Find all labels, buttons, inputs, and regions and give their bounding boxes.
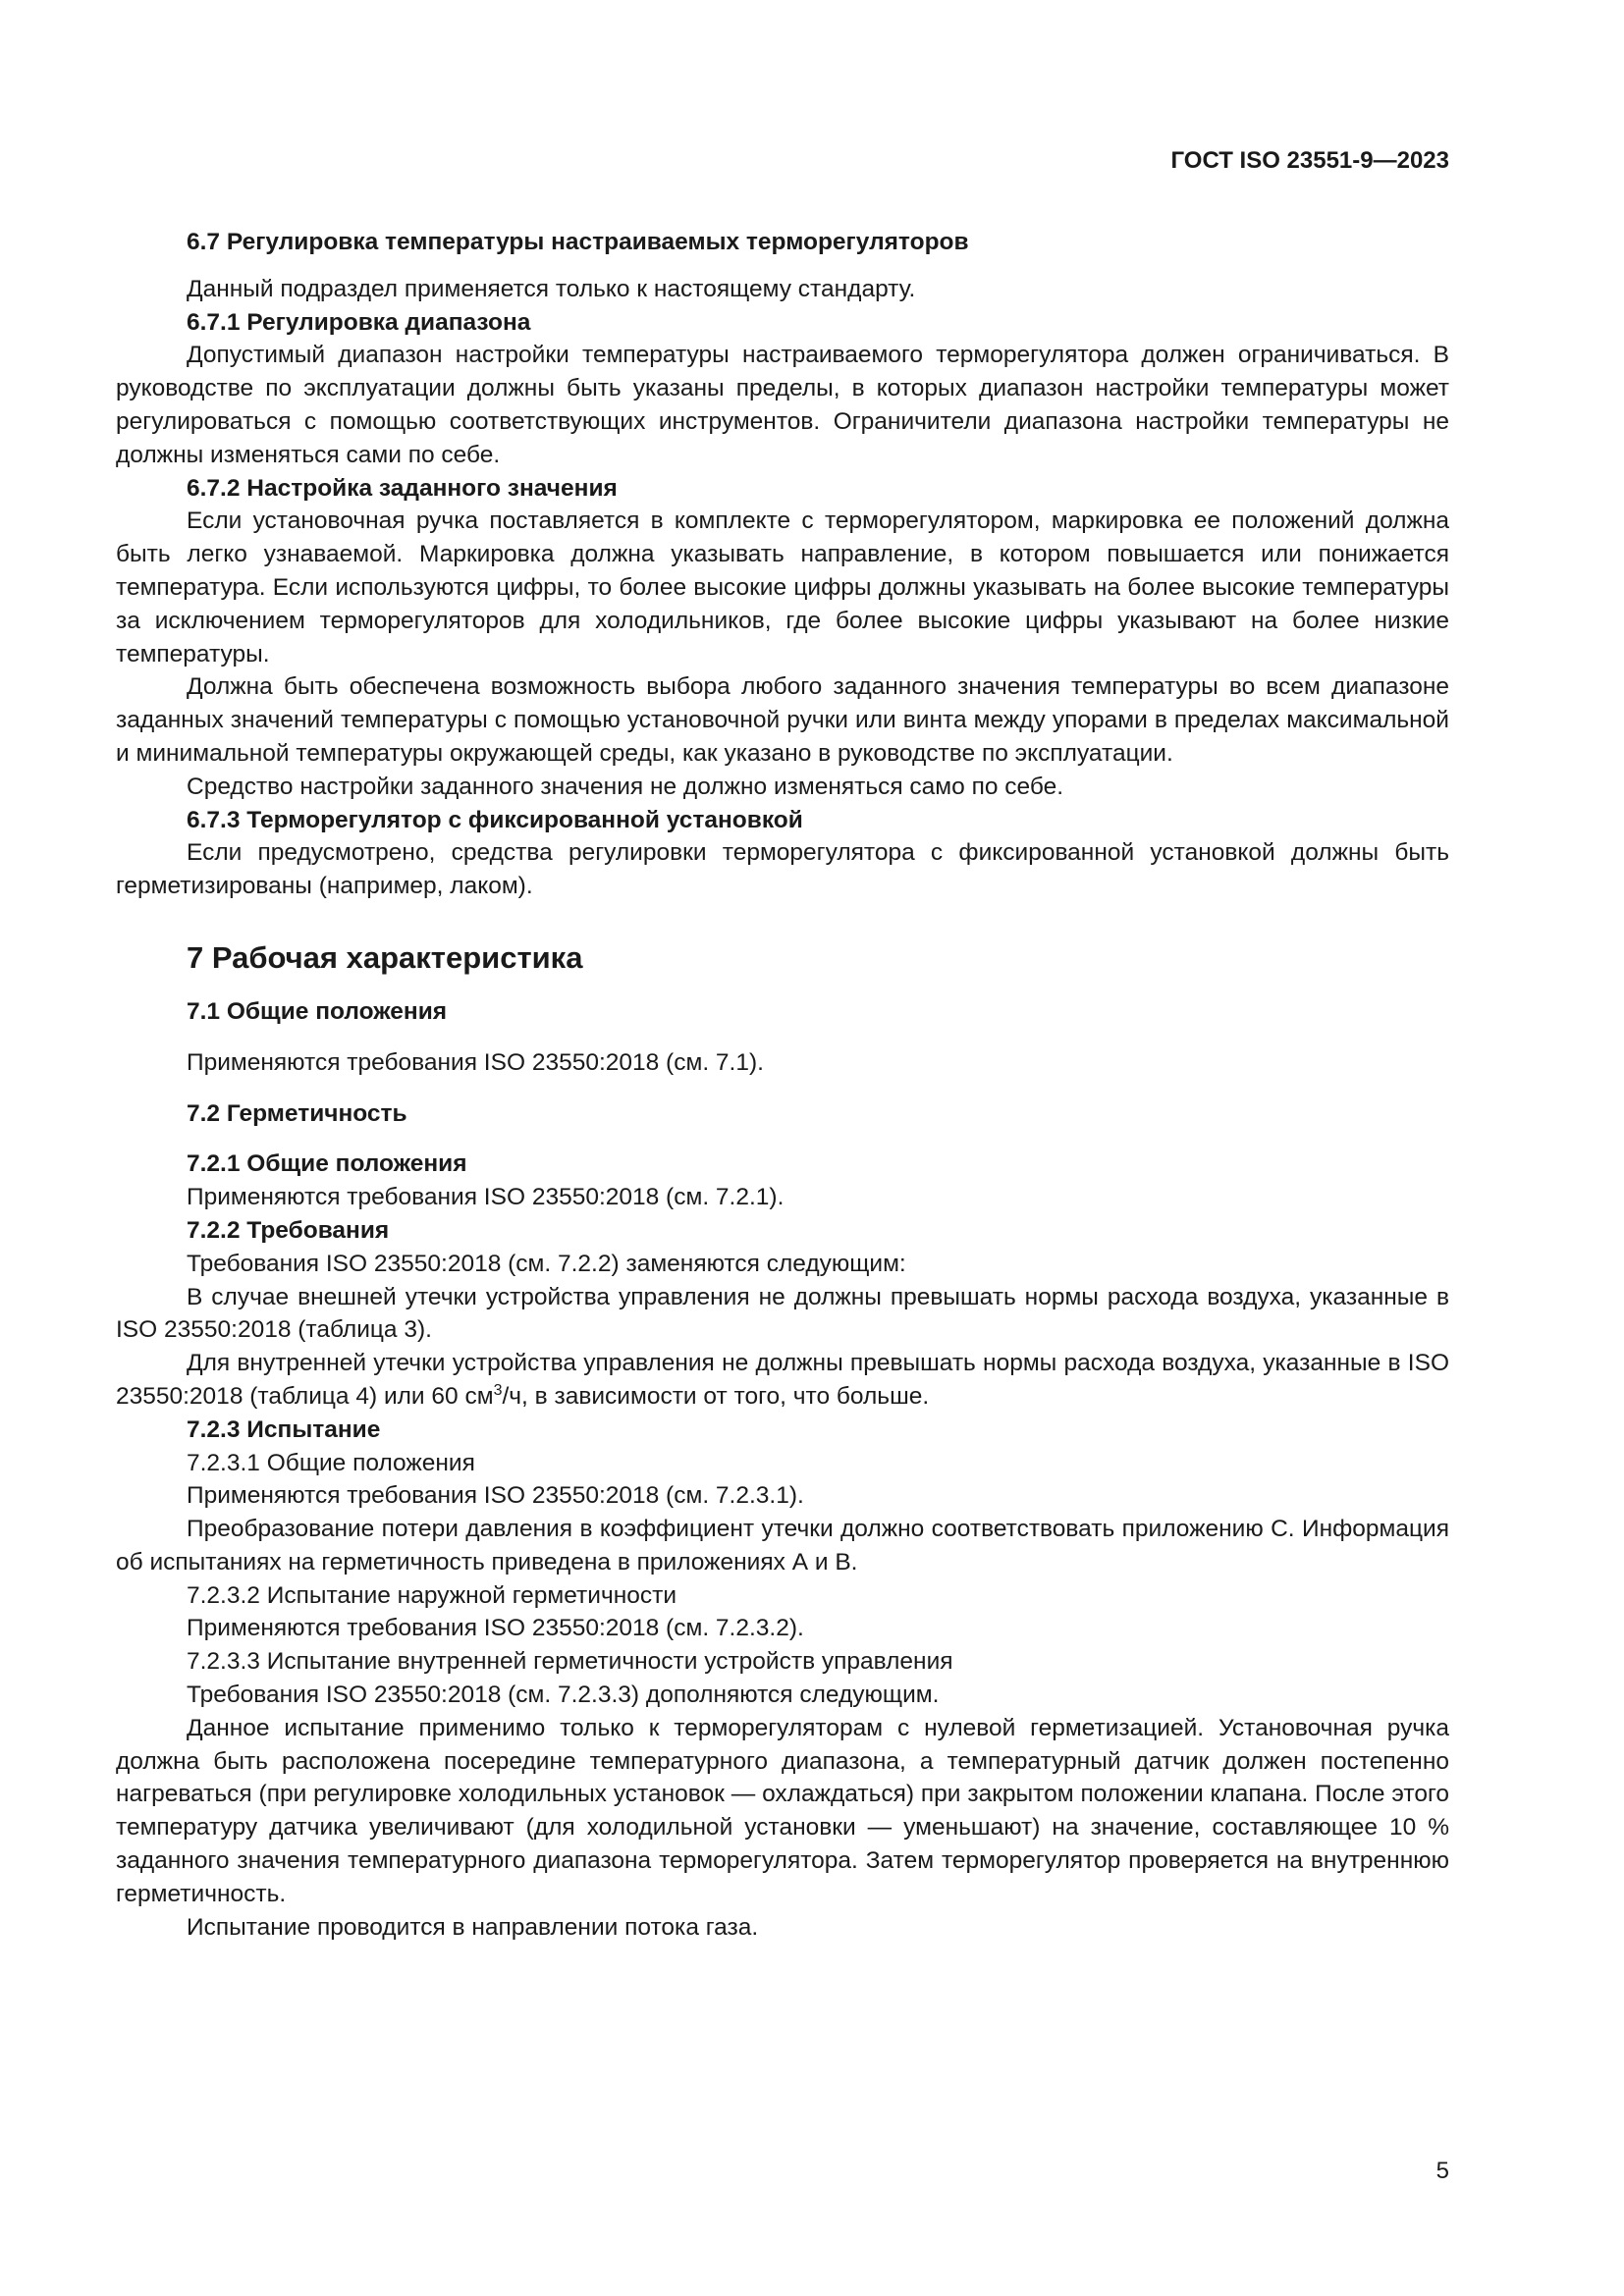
document-code-header: ГОСТ ISO 23551-9—2023 xyxy=(1170,147,1449,174)
section-7-2-3-1-paragraph-2: Преобразование потери давления в коэффициент утечки должно соответствовать приложению С. Информация об испытаниях на герметичность приведена в приложениях А и В. xyxy=(116,1516,1449,1575)
section-7-2-3-heading: 7.2.3 Испытание xyxy=(187,1415,381,1443)
section-7-2-3-3-paragraph-3: Испытание проводится в направлении потока газа. xyxy=(187,1913,759,1941)
section-7-2-3-3-paragraph-2: Данное испытание применимо только к терморегуляторам с нулевой герметизацией. Установочная ручка должна быть расположена посередине температурного диапазона, а температурный датчик должен постепенно нагреваться (при регулировке холодильных установок — охлаждаться) при закрытом положении клапана. После этого температуру датчика увеличивают (для холодильной установки — уменьшают) на значение, составляющее 10 % заданного значения температурного диапазона терморегулятора. Затем терморегулятор проверяется на внутреннюю герметичность. xyxy=(116,1714,1449,1907)
section-7-2-2-paragraph-1: Требования ISO 23550:2018 (см. 7.2.2) заменяются следующим: xyxy=(187,1250,906,1277)
section-7-2-3-2-heading: 7.2.3.2 Испытание наружной герметичности xyxy=(187,1581,677,1609)
section-6-7-2-paragraph-1: Если установочная ручка поставляется в комплекте с терморегулятором, маркировка ее положений должна быть легко узнаваемой. Маркировка должна указывать направление, в котором повышается или понижается температура. Если используются цифры, то более высокие цифры должны указывать на более высокие температуры за исключением терморегуляторов для холодильников, где более высокие цифры указывают на более низкие температуры. xyxy=(116,507,1449,667)
section-7-1-text: Применяются требования ISO 23550:2018 (см. 7.1). xyxy=(187,1048,764,1076)
section-7-2-3-1-heading: 7.2.3.1 Общие положения xyxy=(187,1449,475,1476)
section-7-1-heading: 7.1 Общие положения xyxy=(187,997,448,1025)
paragraph-text-start: Для внутренней утечки устройства управления не должны превышать нормы расхода воздуха, указанные в ISO 23550:2018 (таблица 4) или 60 см xyxy=(116,1350,1449,1410)
section-6-7-2-paragraph-3: Средство настройки заданного значения не должно изменяться само по себе. xyxy=(187,773,1064,800)
section-7-2-3-3-heading: 7.2.3.3 Испытание внутренней герметичности устройств управления xyxy=(187,1648,953,1676)
section-6-7-3-heading: 6.7.3 Терморегулятор с фиксированной установкой xyxy=(187,806,803,833)
section-6-7-1-heading: 6.7.1 Регулировка диапазона xyxy=(187,308,531,336)
section-7-heading: 7 Рабочая характеристика xyxy=(187,939,583,975)
section-7-2-2-heading: 7.2.2 Требования xyxy=(187,1216,390,1244)
section-6-7-heading: 6.7 Регулировка температуры настраиваемых терморегуляторов xyxy=(187,229,969,255)
page-number: 5 xyxy=(1435,2158,1449,2184)
section-7-2-3-1-paragraph-1: Применяются требования ISO 23550:2018 (см. 7.2.3.1). xyxy=(187,1482,804,1510)
section-7-2-heading: 7.2 Герметичность xyxy=(187,1099,407,1127)
section-7-2-1-text: Применяются требования ISO 23550:2018 (см. 7.2.1). xyxy=(187,1184,785,1211)
section-7-2-1-heading: 7.2.1 Общие положения xyxy=(187,1150,467,1178)
document-body xyxy=(116,226,1449,1944)
paragraph-text-end: /ч, в зависимости от того, что больше. xyxy=(502,1382,930,1410)
section-7-2-2-paragraph-2: В случае внешней утечки устройства управления не должны превышать нормы расхода воздуха, указанные в ISO 23550:2018 (таблица 3). xyxy=(116,1283,1449,1344)
section-7-2-3-2-text: Применяются требования ISO 23550:2018 (см. 7.2.3.2). xyxy=(187,1615,804,1642)
section-7-2-2-paragraph-3 xyxy=(116,1347,1449,1414)
section-6-7-2-heading: 6.7.2 Настройка заданного значения xyxy=(187,474,618,502)
superscript-exponent: 3 xyxy=(493,1381,503,1399)
section-6-7-1-text: Допустимый диапазон настройки температуры настраиваемого терморегулятора должен ограничиваться. В руководстве по эксплуатации должны быть указаны пределы, в которых диапазон настройки температуры может регулироваться с помощью соответствующих инструментов. Ограничители диапазона настройки температуры не должны изменяться сами по себе. xyxy=(116,342,1449,468)
section-6-7-text: Данный подраздел применяется только к настоящему стандарту. xyxy=(187,275,916,302)
section-6-7-3-text: Если предусмотрено, средства регулировки терморегулятора с фиксированной установкой должны быть герметизированы (например, лаком). xyxy=(116,839,1449,900)
section-7-2-3-3-paragraph-1: Требования ISO 23550:2018 (см. 7.2.3.3) дополняются следующим. xyxy=(187,1682,940,1709)
section-6-7-2-paragraph-2: Должна быть обеспечена возможность выбора любого заданного значения температуры во всем диапазоне заданных значений температуры с помощью установочной ручки или винта между упорами в пределах максимальной и минимальной температуры окружающей среды, как указано в руководстве по эксплуатации. xyxy=(116,673,1449,767)
